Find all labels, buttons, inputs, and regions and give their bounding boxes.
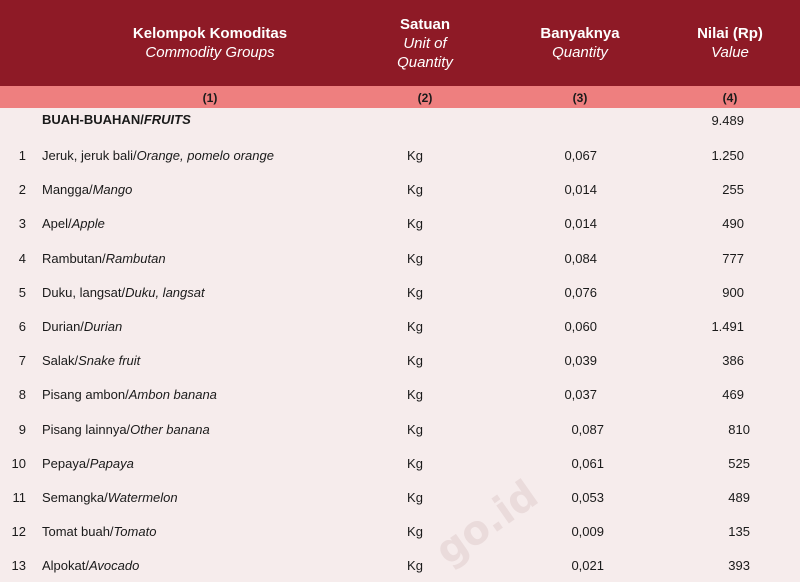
unit-cell: Kg xyxy=(407,284,423,300)
header-col1-subtitle: Commodity Groups xyxy=(145,44,275,61)
unit-cell: Kg xyxy=(407,216,423,232)
section-title xyxy=(42,112,191,127)
commodity-name-en: Other banana xyxy=(130,421,210,437)
commodity-name xyxy=(42,422,210,437)
quantity-cell: 0,009 xyxy=(571,524,604,540)
value-cell: 489 xyxy=(728,489,750,505)
table-row xyxy=(0,138,800,172)
commodity-name-en: Snake fruit xyxy=(78,353,141,369)
quantity-cell: 0,037 xyxy=(564,387,597,403)
row-number: 11 xyxy=(12,489,26,505)
unit-cell: Kg xyxy=(407,421,423,437)
commodity-name-id: Tomat buah/ xyxy=(42,524,114,540)
row-number: 3 xyxy=(18,216,26,232)
commodity-name-id: Mangga/ xyxy=(42,182,93,198)
value-cell: 490 xyxy=(722,216,744,232)
table-row xyxy=(0,412,800,446)
header-col2-subtitle-1: Unit of xyxy=(403,34,447,52)
column-number-1: (1) xyxy=(202,91,218,105)
table-row xyxy=(0,309,800,343)
commodity-name-id: Jeruk, jeruk bali/ xyxy=(42,148,137,163)
quantity-cell: 0,039 xyxy=(564,353,597,369)
commodity-name-id: Pisang ambon/ xyxy=(42,387,129,403)
row-number: 9 xyxy=(18,421,26,437)
commodity-name-id: Duku, langsat/ xyxy=(42,284,126,300)
commodity-name xyxy=(42,285,205,300)
commodity-name-en: Mango xyxy=(92,182,133,198)
quantity-cell: 0,021 xyxy=(571,558,604,574)
commodity-name xyxy=(42,490,178,505)
header-col2-title: Satuan xyxy=(399,15,450,33)
unit-cell: Kg xyxy=(407,182,423,198)
commodity-name-id: Alpokat/ xyxy=(42,558,89,574)
table-row xyxy=(0,241,800,275)
value-cell: 525 xyxy=(728,455,750,471)
unit-cell: Kg xyxy=(407,387,423,403)
commodity-name-id: Apel/ xyxy=(42,216,72,232)
header-commodity-groups xyxy=(90,0,330,86)
commodity-name-en: Tomato xyxy=(113,524,157,540)
table-header xyxy=(0,0,800,86)
commodity-name-en: Durian xyxy=(83,318,123,334)
value-cell: 386 xyxy=(722,353,744,369)
unit-cell: Kg xyxy=(407,353,423,369)
unit-cell: Kg xyxy=(407,524,423,540)
commodity-name-id: Salak/ xyxy=(42,353,79,369)
value-cell: 393 xyxy=(728,558,750,574)
table-row xyxy=(0,343,800,377)
row-number: 1 xyxy=(18,148,26,163)
table-row xyxy=(0,548,800,582)
commodity-name-id: Pepaya/ xyxy=(42,455,90,471)
section-total-value: 9.489 xyxy=(711,113,744,128)
commodity-name-en: Avocado xyxy=(88,558,140,574)
column-number-row xyxy=(0,86,800,108)
commodity-name xyxy=(42,319,122,334)
table-row xyxy=(0,377,800,411)
quantity-cell: 0,060 xyxy=(564,318,597,334)
table-row xyxy=(0,275,800,309)
commodity-name-en: Watermelon xyxy=(107,489,178,505)
commodity-name-en: Ambon banana xyxy=(128,387,217,403)
commodity-name-id: Rambutan/ xyxy=(42,250,106,266)
row-number: 6 xyxy=(18,318,26,334)
header-col3-subtitle: Quantity xyxy=(552,44,608,61)
commodity-name xyxy=(42,456,134,471)
quantity-cell: 0,067 xyxy=(564,148,597,163)
unit-cell: Kg xyxy=(407,489,423,505)
commodity-name xyxy=(42,216,105,231)
commodity-name xyxy=(42,558,139,573)
row-number: 13 xyxy=(11,558,26,574)
header-col4-subtitle: Value xyxy=(711,44,749,61)
header-col2-subtitle-2: Quantity xyxy=(397,53,453,71)
table-row xyxy=(0,446,800,480)
value-cell: 1.250 xyxy=(711,148,744,163)
commodity-name xyxy=(42,251,166,266)
value-cell: 810 xyxy=(728,421,750,437)
quantity-cell: 0,087 xyxy=(571,421,604,437)
header-col1-title: Kelompok Komoditas xyxy=(132,25,288,42)
quantity-cell: 0,076 xyxy=(564,284,597,300)
quantity-cell: 0,014 xyxy=(564,182,597,198)
commodity-name xyxy=(42,148,274,163)
header-col3-title: Banyaknya xyxy=(540,25,620,42)
row-number: 7 xyxy=(18,353,26,369)
unit-cell: Kg xyxy=(407,558,423,574)
section-label-italic: FRUITS xyxy=(143,112,191,127)
column-number-3: (3) xyxy=(572,91,588,105)
unit-cell: Kg xyxy=(407,455,423,471)
value-cell: 900 xyxy=(722,284,744,300)
value-cell: 255 xyxy=(722,182,744,198)
value-cell: 777 xyxy=(722,250,744,266)
row-number: 8 xyxy=(18,387,26,403)
header-quantity xyxy=(500,0,660,86)
row-number: 10 xyxy=(11,455,26,471)
value-cell: 135 xyxy=(728,524,750,540)
commodity-name xyxy=(42,524,156,539)
commodity-name xyxy=(42,182,132,197)
table-row xyxy=(0,480,800,514)
table-row xyxy=(0,172,800,206)
commodity-name-en: Apple xyxy=(71,216,105,232)
quantity-cell: 0,084 xyxy=(564,250,597,266)
table-row xyxy=(0,206,800,240)
row-number: 2 xyxy=(18,182,26,198)
row-number: 4 xyxy=(18,250,26,266)
commodity-name-id: Semangka/ xyxy=(42,489,108,505)
commodity-name xyxy=(42,387,217,402)
unit-cell: Kg xyxy=(407,318,423,334)
column-number-2: (2) xyxy=(417,91,433,105)
quantity-cell: 0,053 xyxy=(571,489,604,505)
commodity-name-en: Papaya xyxy=(89,455,134,471)
quantity-cell: 0,061 xyxy=(571,455,604,471)
section-label-main: BUAH-BUAHAN/ xyxy=(42,112,144,127)
value-cell: 1.491 xyxy=(711,318,744,334)
watermark-text: go.id xyxy=(427,471,547,575)
header-col4-title: Nilai (Rp) xyxy=(697,25,763,42)
commodity-name-en: Rambutan xyxy=(105,250,166,266)
row-number: 12 xyxy=(11,524,26,540)
value-cell: 469 xyxy=(722,387,744,403)
commodity-name-en: Duku, langsat xyxy=(125,284,205,300)
commodity-name-id: Pisang lainnya/ xyxy=(42,421,131,437)
quantity-cell: 0,014 xyxy=(564,216,597,232)
commodity-table-body xyxy=(0,138,800,582)
unit-cell: Kg xyxy=(407,148,423,163)
row-number: 5 xyxy=(18,284,26,300)
header-unit xyxy=(360,0,490,86)
header-value xyxy=(660,0,800,86)
commodity-name-en: Orange, pomelo orange xyxy=(136,148,274,163)
commodity-name-id: Durian/ xyxy=(42,318,84,334)
unit-cell: Kg xyxy=(407,250,423,266)
commodity-name xyxy=(42,353,140,368)
table-row xyxy=(0,514,800,548)
column-number-4: (4) xyxy=(722,91,738,105)
